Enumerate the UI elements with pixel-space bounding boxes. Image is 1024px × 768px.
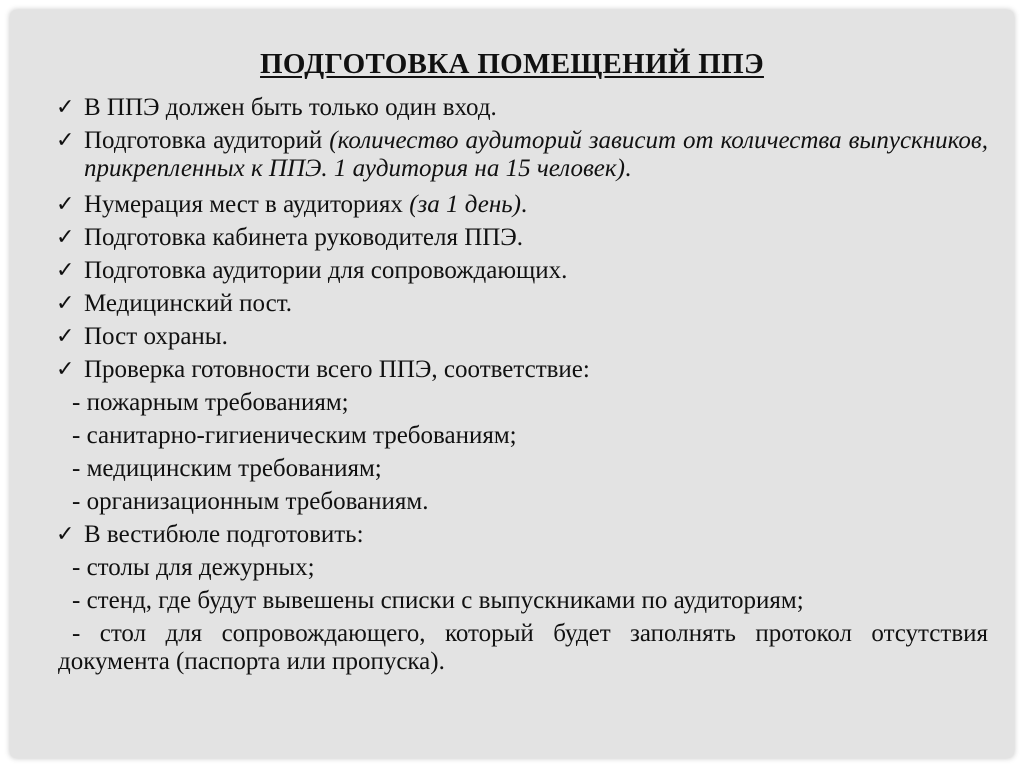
- sub-item: - пожарным требованиям;: [72, 389, 349, 416]
- list-item: ✓ В ППЭ должен быть только один вход.: [56, 94, 497, 121]
- sub-item: - стенд, где будут вывешены списки с выпускниками по аудиториям;: [72, 587, 804, 614]
- list-item: ✓ Подготовка аудиторий (количество аудиторий зависит от количества выпускников, прикрепленных к ППЭ. 1 аудитория на 15 человек).: [56, 127, 988, 182]
- bullet-list: [56, 94, 988, 681]
- slide: [10, 10, 1014, 758]
- check-icon: ✓: [56, 258, 75, 283]
- check-icon: ✓: [56, 291, 75, 316]
- check-icon: ✓: [56, 522, 75, 547]
- check-icon: ✓: [56, 225, 75, 250]
- sub-item: - медицинским требованиям;: [72, 455, 382, 482]
- sub-item: - организационным требованиям.: [72, 488, 429, 515]
- list-item: ✓ В вестибюле подготовить:: [56, 521, 364, 548]
- check-icon: ✓: [56, 324, 75, 349]
- list-item: ✓ Пост охраны.: [56, 323, 228, 350]
- check-icon: ✓: [56, 357, 75, 382]
- sub-item: - столы для дежурных;: [72, 554, 315, 581]
- check-icon: ✓: [56, 95, 75, 120]
- sub-item: - стол для сопровождающего, который будет заполнять протокол отсутствия документа (паспорта или пропуска).: [58, 620, 988, 675]
- check-icon: ✓: [56, 128, 75, 153]
- check-icon: ✓: [56, 192, 75, 217]
- list-item: ✓ Подготовка аудитории для сопровождающих.: [56, 257, 568, 284]
- list-item: ✓ Медицинский пост.: [56, 290, 293, 317]
- list-item: ✓ Проверка готовности всего ППЭ, соответствие:: [56, 356, 590, 383]
- list-item: ✓ Подготовка кабинета руководителя ППЭ.: [56, 224, 524, 251]
- sub-item: - санитарно-гигиеническим требованиям;: [72, 422, 517, 449]
- slide-title: ПОДГОТОВКА ПОМЕЩЕНИЙ ППЭ: [260, 48, 764, 80]
- list-item: ✓ Нумерация мест в аудиториях (за 1 день).: [56, 191, 528, 218]
